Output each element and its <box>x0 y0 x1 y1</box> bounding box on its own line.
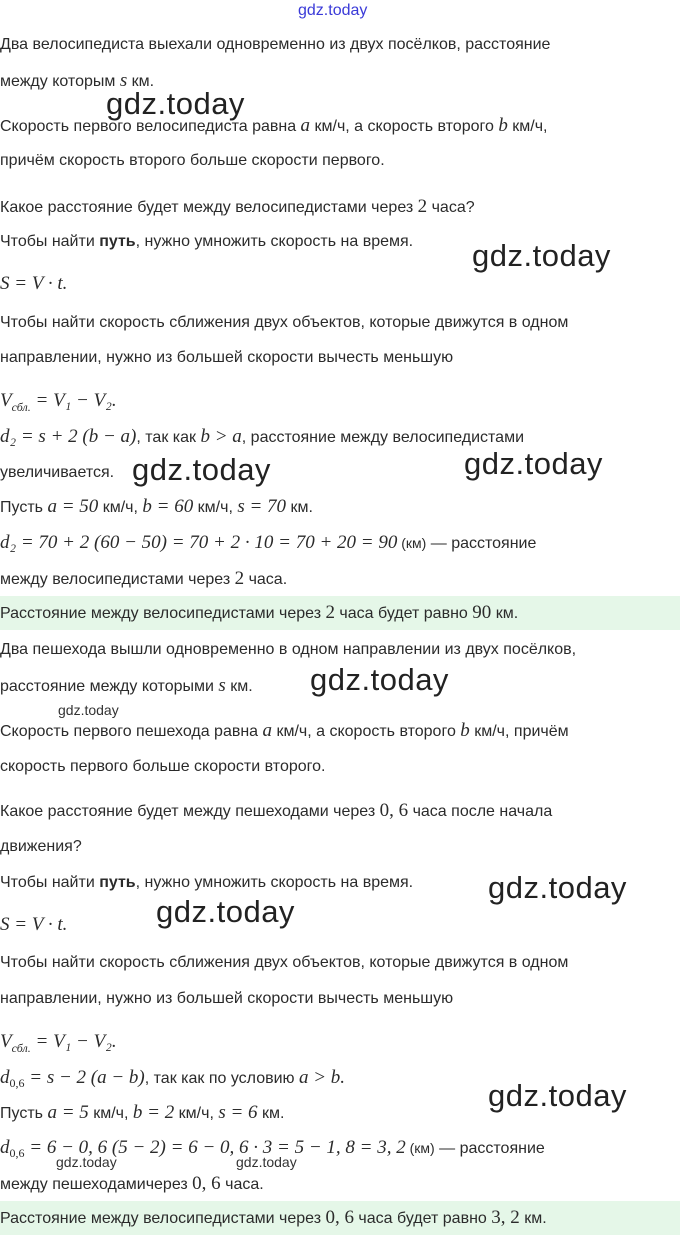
watermark: gdz.today <box>106 86 245 121</box>
p2-text: Скорость первого пешехода равна <box>0 723 263 740</box>
p2-path-rule <box>0 872 413 894</box>
p1-increases: увеличивается. <box>0 464 115 481</box>
p2-question <box>0 800 552 823</box>
p2-text: часа после начала <box>408 803 553 820</box>
p2-text: км/ч, причём <box>469 723 569 740</box>
p2-text: между пешеходамичерез <box>0 1176 193 1193</box>
p2-text: км/ч, а скорость второго <box>272 723 461 740</box>
p1-formula-closing-speed <box>0 390 117 418</box>
answer-text: км. <box>519 1210 547 1227</box>
math-sub: 0,6 <box>9 1076 25 1091</box>
bold-term: путь <box>99 874 136 891</box>
p1-text: км. <box>286 499 313 516</box>
watermark-top: gdz.today <box>298 2 368 19</box>
p2-text: — расстояние <box>434 1140 545 1157</box>
p1-text: км/ч, <box>507 118 548 135</box>
p2-answer-box <box>0 1201 680 1235</box>
p1-text: км/ч, <box>193 499 238 516</box>
p2-text: км. <box>225 678 253 695</box>
watermark: gdz.today <box>488 870 627 905</box>
p2-formula-closing-speed <box>0 1031 117 1059</box>
p1-text: км. <box>127 73 155 90</box>
p1-path-rule <box>0 231 413 253</box>
p1-text: часа. <box>244 571 288 588</box>
p1-question <box>0 196 475 219</box>
p1-closing-rule-2: направлении, нужно из большей скорости вычесть меньшую <box>0 349 454 366</box>
p1-text: , нужно умножить скорость на время. <box>135 233 414 250</box>
math: s = 6 <box>218 1102 258 1123</box>
p1-text: часа? <box>427 199 475 216</box>
var-b: b <box>460 720 470 741</box>
p1-text: , расстояние между велосипедистами <box>241 429 525 446</box>
var-s: s <box>119 70 128 91</box>
p1-answer-box <box>0 596 680 630</box>
p1-text: между которым <box>0 73 120 90</box>
watermark: gdz.today <box>488 1078 627 1113</box>
p2-text: часа. <box>220 1176 264 1193</box>
num: 0, 6 <box>379 800 409 821</box>
p2-text: , так как по условию <box>144 1070 299 1087</box>
answer-text: км. <box>491 605 519 622</box>
answer-text: Расстояние между велосипедистами через <box>0 1210 326 1227</box>
watermark: gdz.today <box>56 1154 117 1170</box>
p2-text: расстояние между которыми <box>0 678 219 695</box>
p1-text: Какое расстояние будет между велосипедистами через <box>0 199 418 216</box>
math: = s − 2 (a − b) <box>24 1067 145 1088</box>
p1-text: Скорость первого велосипедиста равна <box>0 118 301 135</box>
watermark: gdz.today <box>132 452 271 487</box>
p2-question-line-2: движения? <box>0 838 82 855</box>
p1-text: между велосипедистами через <box>0 571 235 588</box>
watermark: gdz.today <box>58 702 119 718</box>
p1-answer <box>0 602 518 625</box>
p2-text: Пусть <box>0 1105 48 1122</box>
p2-let <box>0 1102 284 1125</box>
p1-calculation-line-2 <box>0 568 287 591</box>
p2-statement-line-1: Два пешехода вышли одновременно в одном направлении из двух посёлков, <box>0 641 577 658</box>
p2-text: км/ч, <box>88 1105 133 1122</box>
num: 2 <box>417 196 428 217</box>
p1-text: км/ч, а скорость второго <box>310 118 499 135</box>
p2-closing-rule-2: направлении, нужно из большей скорости вычесть меньшую <box>0 990 454 1007</box>
p1-distance-formula <box>0 426 524 449</box>
unit: (км) <box>397 535 427 551</box>
p1-statement-line-3 <box>0 115 547 138</box>
math: a > b. <box>298 1067 346 1088</box>
p1-let <box>0 496 313 519</box>
p1-statement-line-4: причём скорость второго больше скорости первого. <box>0 152 385 169</box>
watermark: gdz.today <box>236 1154 297 1170</box>
unit: (км) <box>405 1140 435 1156</box>
var-b: b <box>498 115 508 136</box>
answer-text: часа будет равно <box>334 605 473 622</box>
math: d <box>0 1067 10 1088</box>
p2-calculation-line-2 <box>0 1173 264 1196</box>
num: 3, 2 <box>491 1207 520 1228</box>
math: b = 60 <box>142 496 194 517</box>
math-sub: 0,6 <box>9 1146 25 1161</box>
math: a = 5 <box>47 1102 89 1123</box>
p1-text: Пусть <box>0 499 48 516</box>
p1-text: , так как <box>136 429 201 446</box>
p2-answer <box>0 1207 547 1230</box>
math: V <box>0 1031 12 1052</box>
p2-statement-line-3 <box>0 720 569 743</box>
watermark: gdz.today <box>464 446 603 481</box>
math: b = 2 <box>132 1102 175 1123</box>
p1-statement-line-1: Два велосипедиста выехали одновременно из двух посёлков, расстояние <box>0 36 551 53</box>
math: = V₁ − V₂. <box>30 390 117 411</box>
math: V <box>0 390 12 411</box>
p1-closing-rule-1: Чтобы найти скорость сближения двух объектов, которые движутся в одном <box>0 314 569 331</box>
math: s = 70 <box>237 496 287 517</box>
p1-formula-path: S = V · t. <box>0 273 68 294</box>
num: 2 <box>325 602 335 623</box>
p2-formula-path: S = V · t. <box>0 914 68 935</box>
p2-statement-line-4: скорость первого больше скорости второго. <box>0 758 326 775</box>
answer-text: часа будет равно <box>353 1210 492 1227</box>
var-s: s <box>218 675 226 696</box>
var-a: a <box>300 115 311 136</box>
math: = V₁ − V₂. <box>30 1031 117 1052</box>
math: b > a <box>200 426 242 447</box>
p2-text: Какое расстояние будет между пешеходами через <box>0 803 380 820</box>
p1-text: км/ч, <box>98 499 143 516</box>
num: 90 <box>472 602 492 623</box>
math: d <box>0 1137 10 1158</box>
math: d₂ = 70 + 2 (60 − 50) = 70 + 2 · 10 = 70 + 20 = 90 <box>0 532 398 553</box>
p1-calculation <box>0 532 536 555</box>
p2-text: км. <box>257 1105 285 1122</box>
math: = 6 − 0, 6 (5 − 2) = 6 − 0, 6 · 3 = 5 − 1, 8 = 3, 2 <box>24 1137 406 1158</box>
p1-text: — расстояние <box>426 535 537 552</box>
p2-statement-line-2 <box>0 675 253 698</box>
p1-text: Чтобы найти <box>0 233 100 250</box>
num: 0, 6 <box>325 1207 354 1228</box>
math: a = 50 <box>47 496 99 517</box>
num: 0, 6 <box>192 1173 221 1194</box>
p2-text: Чтобы найти <box>0 874 100 891</box>
math-sub: сбл. <box>11 399 31 414</box>
p2-text: , нужно умножить скорость на время. <box>135 874 414 891</box>
bold-term: путь <box>99 233 136 250</box>
watermark: gdz.today <box>472 238 611 273</box>
p2-distance-formula <box>0 1067 345 1094</box>
answer-text: Расстояние между велосипедистами через <box>0 605 326 622</box>
watermark: gdz.today <box>156 894 295 929</box>
p2-text: км/ч, <box>174 1105 219 1122</box>
math: d₂ = s + 2 (b − a) <box>0 426 137 447</box>
p2-closing-rule-1: Чтобы найти скорость сближения двух объектов, которые движутся в одном <box>0 954 569 971</box>
watermark: gdz.today <box>310 662 449 697</box>
math-sub: сбл. <box>11 1040 31 1055</box>
num: 2 <box>234 568 245 589</box>
var-a: a <box>262 720 273 741</box>
